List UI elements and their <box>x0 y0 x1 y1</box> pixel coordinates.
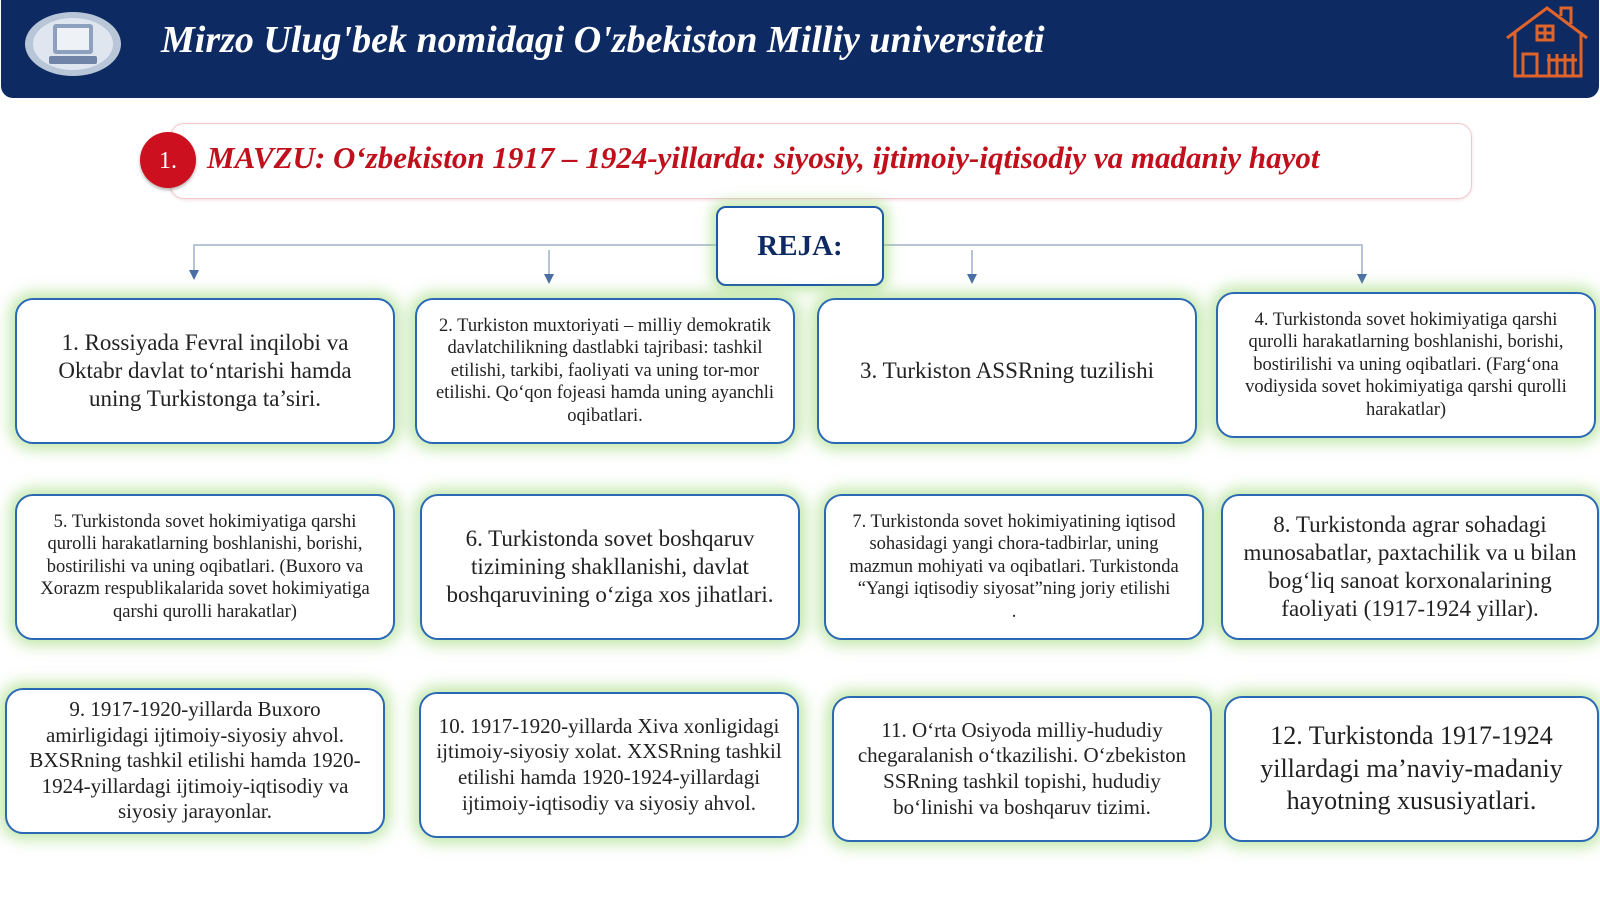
plan-item-5: 5. Turkistonda sovet hokimiyatiga qarshi qurolli harakatlarning boshlanishi, borishi, bostirilishi va uning oqibatlari. (Buxoro va Xorazm respublikalarida sovet hokimiyatiga qarshi qurolli harakatlar) <box>15 494 395 640</box>
plan-item-2: 2. Turkiston muxtoriyati – milliy demokratik davlatchilikning dastlabki tajribasi: tashkil etilishi, tarkibi, faoliyati va uning tor-mor etilishi. Qo‘qon fojeasi hamda uning ayanchli oqibatlari. <box>415 298 795 444</box>
arrow-col1 <box>189 270 199 280</box>
plan-item-12: 12. Turkistonda 1917-1924 yillardagi ma’naviy-madaniy hayotning xususiyatlari. <box>1224 696 1599 842</box>
connector-left <box>194 245 716 272</box>
plan-label: REJA: <box>716 206 884 286</box>
topic-number-badge: 1. <box>140 132 196 188</box>
university-logo-icon <box>23 10 123 78</box>
arrow-col4 <box>1357 274 1367 284</box>
plan-item-11: 11. O‘rta Osiyoda milliy-hududiy chegaralanish o‘tkazilishi. O‘zbekiston SSRning tashkil topishi, hududiy bo‘linishi va boshqaruv tizimi. <box>832 696 1212 842</box>
plan-item-7: 7. Turkistonda sovet hokimiyatining iqtisod sohasidagi yangi chora-tadbirlar, uning mazmun mohiyati va oqibatlari. Turkistonda “Yangi iqtisodiy siyosat”ning joriy etilishi . <box>824 494 1204 640</box>
plan-item-10: 10. 1917-1920-yillarda Xiva xonligidagi ijtimoiy-siyosiy xolat. XXSRning tashkil etilishi hamda 1920-1924-yillardagi ijtimoiy-iqtisodiy va siyosiy ahvol. <box>419 692 799 838</box>
header-bar <box>1 0 1599 98</box>
topic-title: MAVZU: O‘zbekiston 1917 – 1924-yillarda: siyosiy, ijtimoiy-iqtisodiy va madaniy hayot <box>207 140 1320 175</box>
connector-right <box>880 245 1362 276</box>
plan-item-3: 3. Turkiston ASSRning tuzilishi <box>817 298 1197 444</box>
plan-item-4: 4. Turkistonda sovet hokimiyatiga qarshi qurolli harakatlarning boshlanishi, borishi, bostirilishi va uning oqibatlari. (Farg‘ona vodiysida sovet hokimiyatiga qarshi qurolli harakatlar) <box>1216 292 1596 438</box>
plan-item-6: 6. Turkistonda sovet boshqaruv tizimining shakllanishi, davlat boshqaruvining o‘ziga xos jihatlari. <box>420 494 800 640</box>
arrow-col2 <box>544 274 554 284</box>
plan-item-9: 9. 1917-1920-yillarda Buxoro amirligidagi ijtimoiy-siyosiy ahvol. BXSRning tashkil etilishi hamda 1920-1924-yillardagi ijtimoiy-iqtisodiy va siyosiy jarayonlar. <box>5 688 385 834</box>
plan-item-1: 1. Rossiyada Fevral inqilobi va Oktabr davlat to‘ntarishi hamda uning Turkistonga ta’siri. <box>15 298 395 444</box>
header-title: Mirzo Ulug'bek nomidagi O'zbekiston Milliy universiteti <box>161 19 1045 61</box>
plan-item-8: 8. Turkistonda agrar sohadagi munosabatlar, paxtachilik va u bilan bog‘liq sanoat korxonalarining faoliyati (1917-1924 yillar). <box>1221 494 1599 640</box>
arrow-col3 <box>967 274 977 284</box>
home-icon[interactable] <box>1501 2 1593 80</box>
